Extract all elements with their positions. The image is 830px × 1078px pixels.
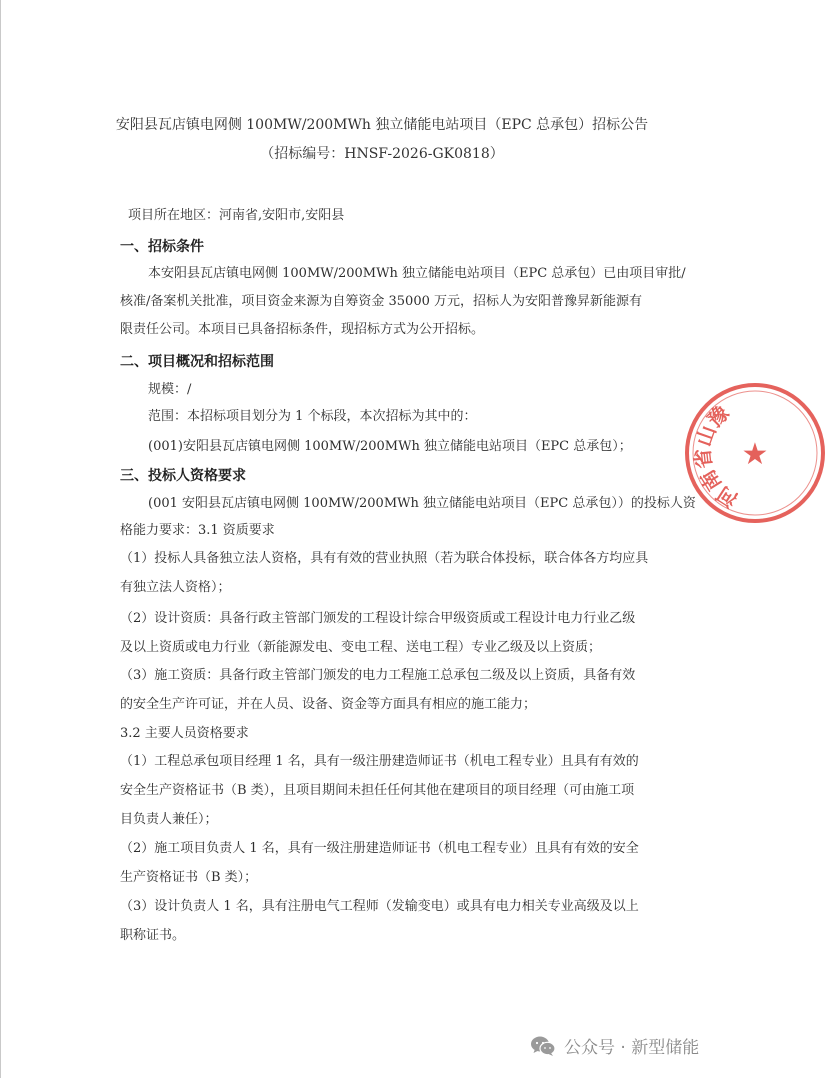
paragraph-line: 核准/备案机关批准，项目资金来源为自筹资金 35000 万元，招标人为安阳普豫昇新能源有 bbox=[120, 294, 643, 309]
paragraph-line: (001)安阳县瓦店镇电网侧 100MW/200MWh 独立储能电站项目（EPC 总承包）； bbox=[148, 439, 632, 454]
section-heading: 一、招标条件 bbox=[120, 239, 204, 255]
section-heading: 二、项目概况和招标范围 bbox=[120, 354, 274, 370]
paragraph-line: 及以上资质或电力行业（新能源发电、变电工程、送电工程）专业乙级及以上资质； bbox=[120, 640, 602, 655]
project-location: 项目所在地区：河南省,安阳市,安阳县 bbox=[128, 208, 345, 223]
paragraph-line: （1）工程总承包项目经理 1 名，具有一级注册建造师证书（机电工程专业）且具有有效的 bbox=[120, 754, 639, 769]
paragraph-line: 格能力要求：3.1 资质要求 bbox=[120, 523, 275, 538]
paragraph-line: 生产资格证书（B 类）； bbox=[120, 870, 258, 885]
wechat-icon bbox=[530, 1035, 556, 1057]
wechat-account-watermark bbox=[530, 1033, 699, 1058]
paragraph-line: （1）投标人具备独立法人资格，具有有效的营业执照（若为联合体投标，联合体各方均应具 bbox=[120, 551, 649, 566]
paragraph-line: 目负责人兼任）； bbox=[120, 812, 218, 827]
paragraph-line: 3.2 主要人员资格要求 bbox=[120, 726, 249, 741]
paragraph-line: (001 安阳县瓦店镇电网侧 100MW/200MWh 独立储能电站项目（EPC 总承包））的投标人资 bbox=[148, 496, 696, 511]
official-seal-icon bbox=[680, 378, 830, 528]
paragraph-line: 有独立法人资格）； bbox=[120, 580, 231, 595]
paragraph-line: 限责任公司。本项目已具备招标条件，现招标方式为公开招标。 bbox=[120, 322, 485, 337]
section-heading: 三、投标人资格要求 bbox=[120, 468, 246, 484]
paragraph-line: 本安阳县瓦店镇电网侧 100MW/200MWh 独立储能电站项目（EPC 总承包）已由项目审批/ bbox=[148, 266, 686, 281]
paragraph-line: （3）设计负责人 1 名，具有注册电气工程师（发输变电）或具有电力相关专业高级及以上 bbox=[120, 899, 639, 914]
watermark-text: 公众号 · 新型储能 bbox=[564, 1038, 700, 1058]
document-title: 安阳县瓦店镇电网侧 100MW/200MWh 独立储能电站项目（EPC 总承包）招标公告 bbox=[115, 117, 649, 133]
svg-text:河南省山豫: 河南省山豫 bbox=[690, 400, 742, 513]
paragraph-line: 安全生产资格证书（B 类），且项目期间未担任任何其他在建项目的项目经理（可由施工项 bbox=[120, 783, 635, 798]
paragraph-line: （3）施工资质：具备行政主管部门颁发的电力工程施工总承包二级及以上资质，具备有效 bbox=[120, 668, 636, 683]
paragraph-line: 范围：本招标项目划分为 1 个标段，本次招标为其中的： bbox=[148, 409, 477, 424]
paragraph-line: （2）施工项目负责人 1 名，具有一级注册建造师证书（机电工程专业）且具有有效的安全 bbox=[120, 841, 639, 856]
svg-text:★: ★ bbox=[741, 437, 769, 472]
paragraph-line: 规模：/ bbox=[148, 382, 192, 397]
tender-number: （招标编号：HNSF-2026-GK0818） bbox=[260, 146, 504, 162]
paragraph-line: （2）设计资质：具备行政主管部门颁发的工程设计综合甲级资质或工程设计电力行业乙级 bbox=[120, 611, 636, 626]
paragraph-line: 职称证书。 bbox=[120, 928, 186, 943]
paragraph-line: 的安全生产许可证，并在人员、设备、资金等方面具有相应的施工能力； bbox=[120, 697, 537, 712]
